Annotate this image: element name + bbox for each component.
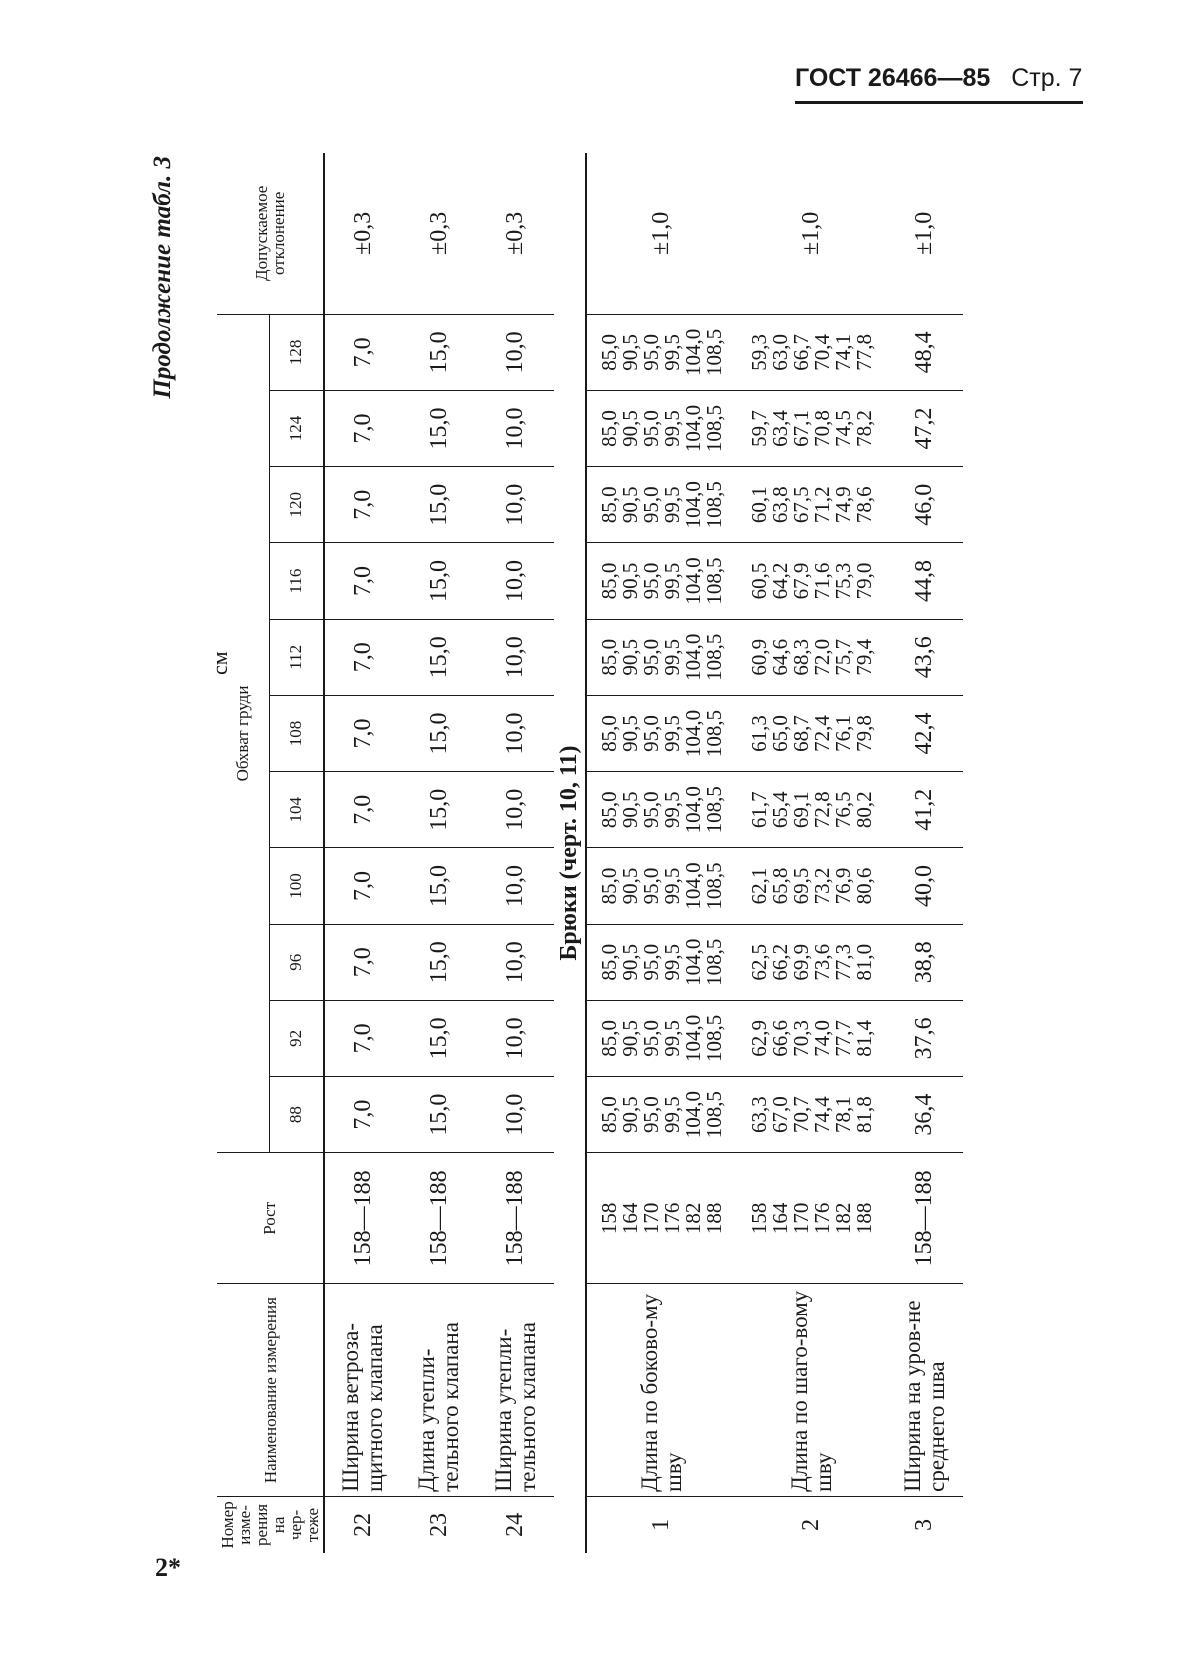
- row-name: Ширина ветроза-щитного клапана: [324, 1284, 401, 1496]
- row-value: 10,0: [478, 314, 554, 390]
- row-value: 10,0: [502, 1093, 529, 1136]
- row-value: 85,0 90,5 95,0 99,5 104,0 108,5: [586, 619, 737, 695]
- row-value: 61,3 65,0 68,7 72,4 76,1 79,8: [737, 695, 887, 771]
- row-value: 43,6: [887, 619, 963, 695]
- col-header-deviation: Допускаемое отклонение: [217, 153, 324, 314]
- row-number: 3: [887, 1496, 963, 1553]
- row-value: 7,0: [324, 1000, 401, 1076]
- row-value: 7,0: [324, 772, 401, 848]
- row-value: 7,0: [324, 619, 401, 695]
- row-value: 85,0 90,5 95,0 99,5 104,0 108,5: [586, 772, 737, 848]
- row-value: 10,0: [478, 543, 554, 619]
- row-rost: 158—188: [324, 1153, 401, 1284]
- row-name: Ширина на уров-не среднего шва: [887, 1284, 963, 1496]
- row-value: 85,0 90,5 95,0 99,5 104,0 108,5: [586, 390, 737, 466]
- row-value: 37,6: [887, 1000, 963, 1076]
- row-value: 15,0: [401, 848, 477, 924]
- row-deviation: ±1,0: [737, 153, 887, 314]
- row-rost: 158 164 170 176 182 188: [737, 1153, 887, 1284]
- row-value: 15,0: [401, 314, 477, 390]
- row-name: Длина по боково-му шву: [586, 1284, 737, 1496]
- header-rule: [795, 101, 1083, 104]
- chest-size-header: 100: [269, 848, 324, 924]
- row-value: 62,1 65,8 69,5 73,2 76,9 80,6: [737, 848, 887, 924]
- row-value: 15,0: [401, 1000, 477, 1076]
- table-body-top: [324, 153, 554, 1553]
- row-value: 85,0 90,5 95,0 99,5 104,0 108,5: [586, 695, 737, 771]
- row-value: 10,0: [478, 848, 554, 924]
- table-row: [324, 153, 401, 1553]
- col-header-name: Наименование измерения: [217, 1284, 324, 1496]
- row-name: Длина по шаго-вому шву: [737, 1284, 887, 1496]
- row-value: 7,0: [324, 390, 401, 466]
- measurement-table: [217, 153, 963, 1553]
- row-name: Ширина утепли-тельного клапана: [478, 1284, 554, 1496]
- row-value: 10,0: [478, 390, 554, 466]
- row-value: 85,0 90,5 95,0 99,5 104,0 108,5: [586, 848, 737, 924]
- table-row: [586, 153, 737, 1553]
- chest-size-header: 104: [269, 772, 324, 848]
- row-value: 36,4: [911, 1093, 938, 1136]
- row-value: 15,0: [425, 1093, 452, 1136]
- row-value: 60,1 63,8 67,5 71,2 74,9 78,6: [737, 467, 887, 543]
- row-value: 7,0: [324, 848, 401, 924]
- row-deviation: ±0,3: [478, 153, 554, 314]
- table-body-bottom: [586, 153, 963, 1553]
- chest-size-header: 88: [269, 1077, 324, 1153]
- row-value: 59,7 63,4 67,1 70,8 74,5 78,2: [737, 390, 887, 466]
- row-value: 48,4: [887, 314, 963, 390]
- rotated-table-area: [147, 150, 1167, 1575]
- chest-size-header: 124: [269, 390, 324, 466]
- row-number: 24: [478, 1496, 554, 1553]
- row-value: 15,0: [401, 390, 477, 466]
- row-value: 61,7 65,4 69,1 72,8 76,5 80,2: [737, 772, 887, 848]
- row-value: 47,2: [887, 390, 963, 466]
- row-number: 23: [401, 1496, 477, 1553]
- table-title: Продолжение табл. 3: [149, 156, 176, 399]
- row-value: 60,9 64,6 68,3 72,0 75,7 79,4: [737, 619, 887, 695]
- col-header-chest: Обхват груди: [217, 314, 269, 1153]
- row-value: 85,0 90,5 95,0 99,5 104,0 108,5: [586, 1000, 737, 1076]
- row-number: 1: [586, 1496, 737, 1553]
- unit-label: см: [207, 651, 232, 675]
- chest-size-header: 92: [269, 1000, 324, 1076]
- row-rost: 158—188: [478, 1153, 554, 1284]
- row-value: 42,4: [887, 695, 963, 771]
- row-value: 15,0: [401, 695, 477, 771]
- row-deviation: ±0,3: [324, 153, 401, 314]
- row-value: 38,8: [887, 924, 963, 1000]
- row-value: 15,0: [401, 924, 477, 1000]
- row-number: 22: [324, 1496, 401, 1553]
- row-value: 7,0: [324, 467, 401, 543]
- row-value: 10,0: [478, 467, 554, 543]
- row-rost: 158—188: [401, 1153, 477, 1284]
- row-value: 63,3 67,0 70,7 74,4 78,1 81,8: [746, 1096, 876, 1134]
- row-value: 60,5 64,2 67,9 71,6 75,3 79,0: [737, 543, 887, 619]
- table-row: [478, 153, 554, 1553]
- section-title: Брюки (черт. 10, 11): [555, 745, 582, 961]
- table-row: [401, 153, 477, 1553]
- row-value: 85,0 90,5 95,0 99,5 104,0 108,5: [586, 467, 737, 543]
- row-number: 2: [737, 1496, 887, 1553]
- col-header-rost: Рост: [217, 1153, 324, 1284]
- row-value: 10,0: [478, 619, 554, 695]
- chest-size-header: 112: [269, 619, 324, 695]
- row-value: 7,0: [349, 1099, 376, 1130]
- row-value: 7,0: [324, 543, 401, 619]
- page-number: Стр. 7: [1011, 64, 1083, 92]
- chest-size-header: 116: [269, 543, 324, 619]
- row-value: 15,0: [401, 619, 477, 695]
- row-value: 15,0: [401, 772, 477, 848]
- row-value: 40,0: [887, 848, 963, 924]
- row-value: 59,3 63,0 66,7 70,4 74,1 77,8: [737, 314, 887, 390]
- table-row: [737, 153, 887, 1553]
- row-rost: 158—188: [887, 1153, 963, 1284]
- row-value: 7,0: [324, 695, 401, 771]
- row-value: 85,0 90,5 95,0 99,5 104,0 108,5: [586, 1077, 737, 1153]
- row-value: 85,0 90,5 95,0 99,5 104,0 108,5: [586, 924, 737, 1000]
- row-deviation: ±1,0: [586, 153, 737, 314]
- col-header-num: Номер изме-рения на чер-теже: [217, 1496, 324, 1553]
- row-deviation: ±0,3: [401, 153, 477, 314]
- row-value: 10,0: [478, 695, 554, 771]
- chest-size-header: 120: [269, 467, 324, 543]
- row-value: 7,0: [324, 924, 401, 1000]
- row-value: 10,0: [478, 772, 554, 848]
- row-deviation: ±1,0: [887, 153, 963, 314]
- row-value: 46,0: [887, 467, 963, 543]
- standard-number: ГОСТ 26466—85: [795, 64, 991, 92]
- row-value: 15,0: [401, 543, 477, 619]
- chest-size-header: 96: [269, 924, 324, 1000]
- row-value: 10,0: [478, 1000, 554, 1076]
- sheet-mark: 2*: [155, 1553, 181, 1582]
- row-rost: 158 164 170 176 182 188: [586, 1153, 737, 1284]
- chest-size-header: 108: [269, 695, 324, 771]
- row-value: 85,0 90,5 95,0 99,5 104,0 108,5: [586, 543, 737, 619]
- row-value: 15,0: [401, 467, 477, 543]
- row-value: 7,0: [324, 314, 401, 390]
- chest-size-header: 128: [269, 314, 324, 390]
- table-row: [887, 153, 963, 1553]
- row-value: 41,2: [887, 772, 963, 848]
- row-value: 10,0: [478, 924, 554, 1000]
- row-value: 62,9 66,6 70,3 74,0 77,7 81,4: [737, 1000, 887, 1076]
- row-name: Длина утепли-тельного клапана: [401, 1284, 477, 1496]
- row-value: 62,5 66,2 69,9 73,6 77,3 81,0: [737, 924, 887, 1000]
- row-value: 44,8: [887, 543, 963, 619]
- page-header: [795, 64, 1082, 93]
- row-value: 85,0 90,5 95,0 99,5 104,0 108,5: [586, 314, 737, 390]
